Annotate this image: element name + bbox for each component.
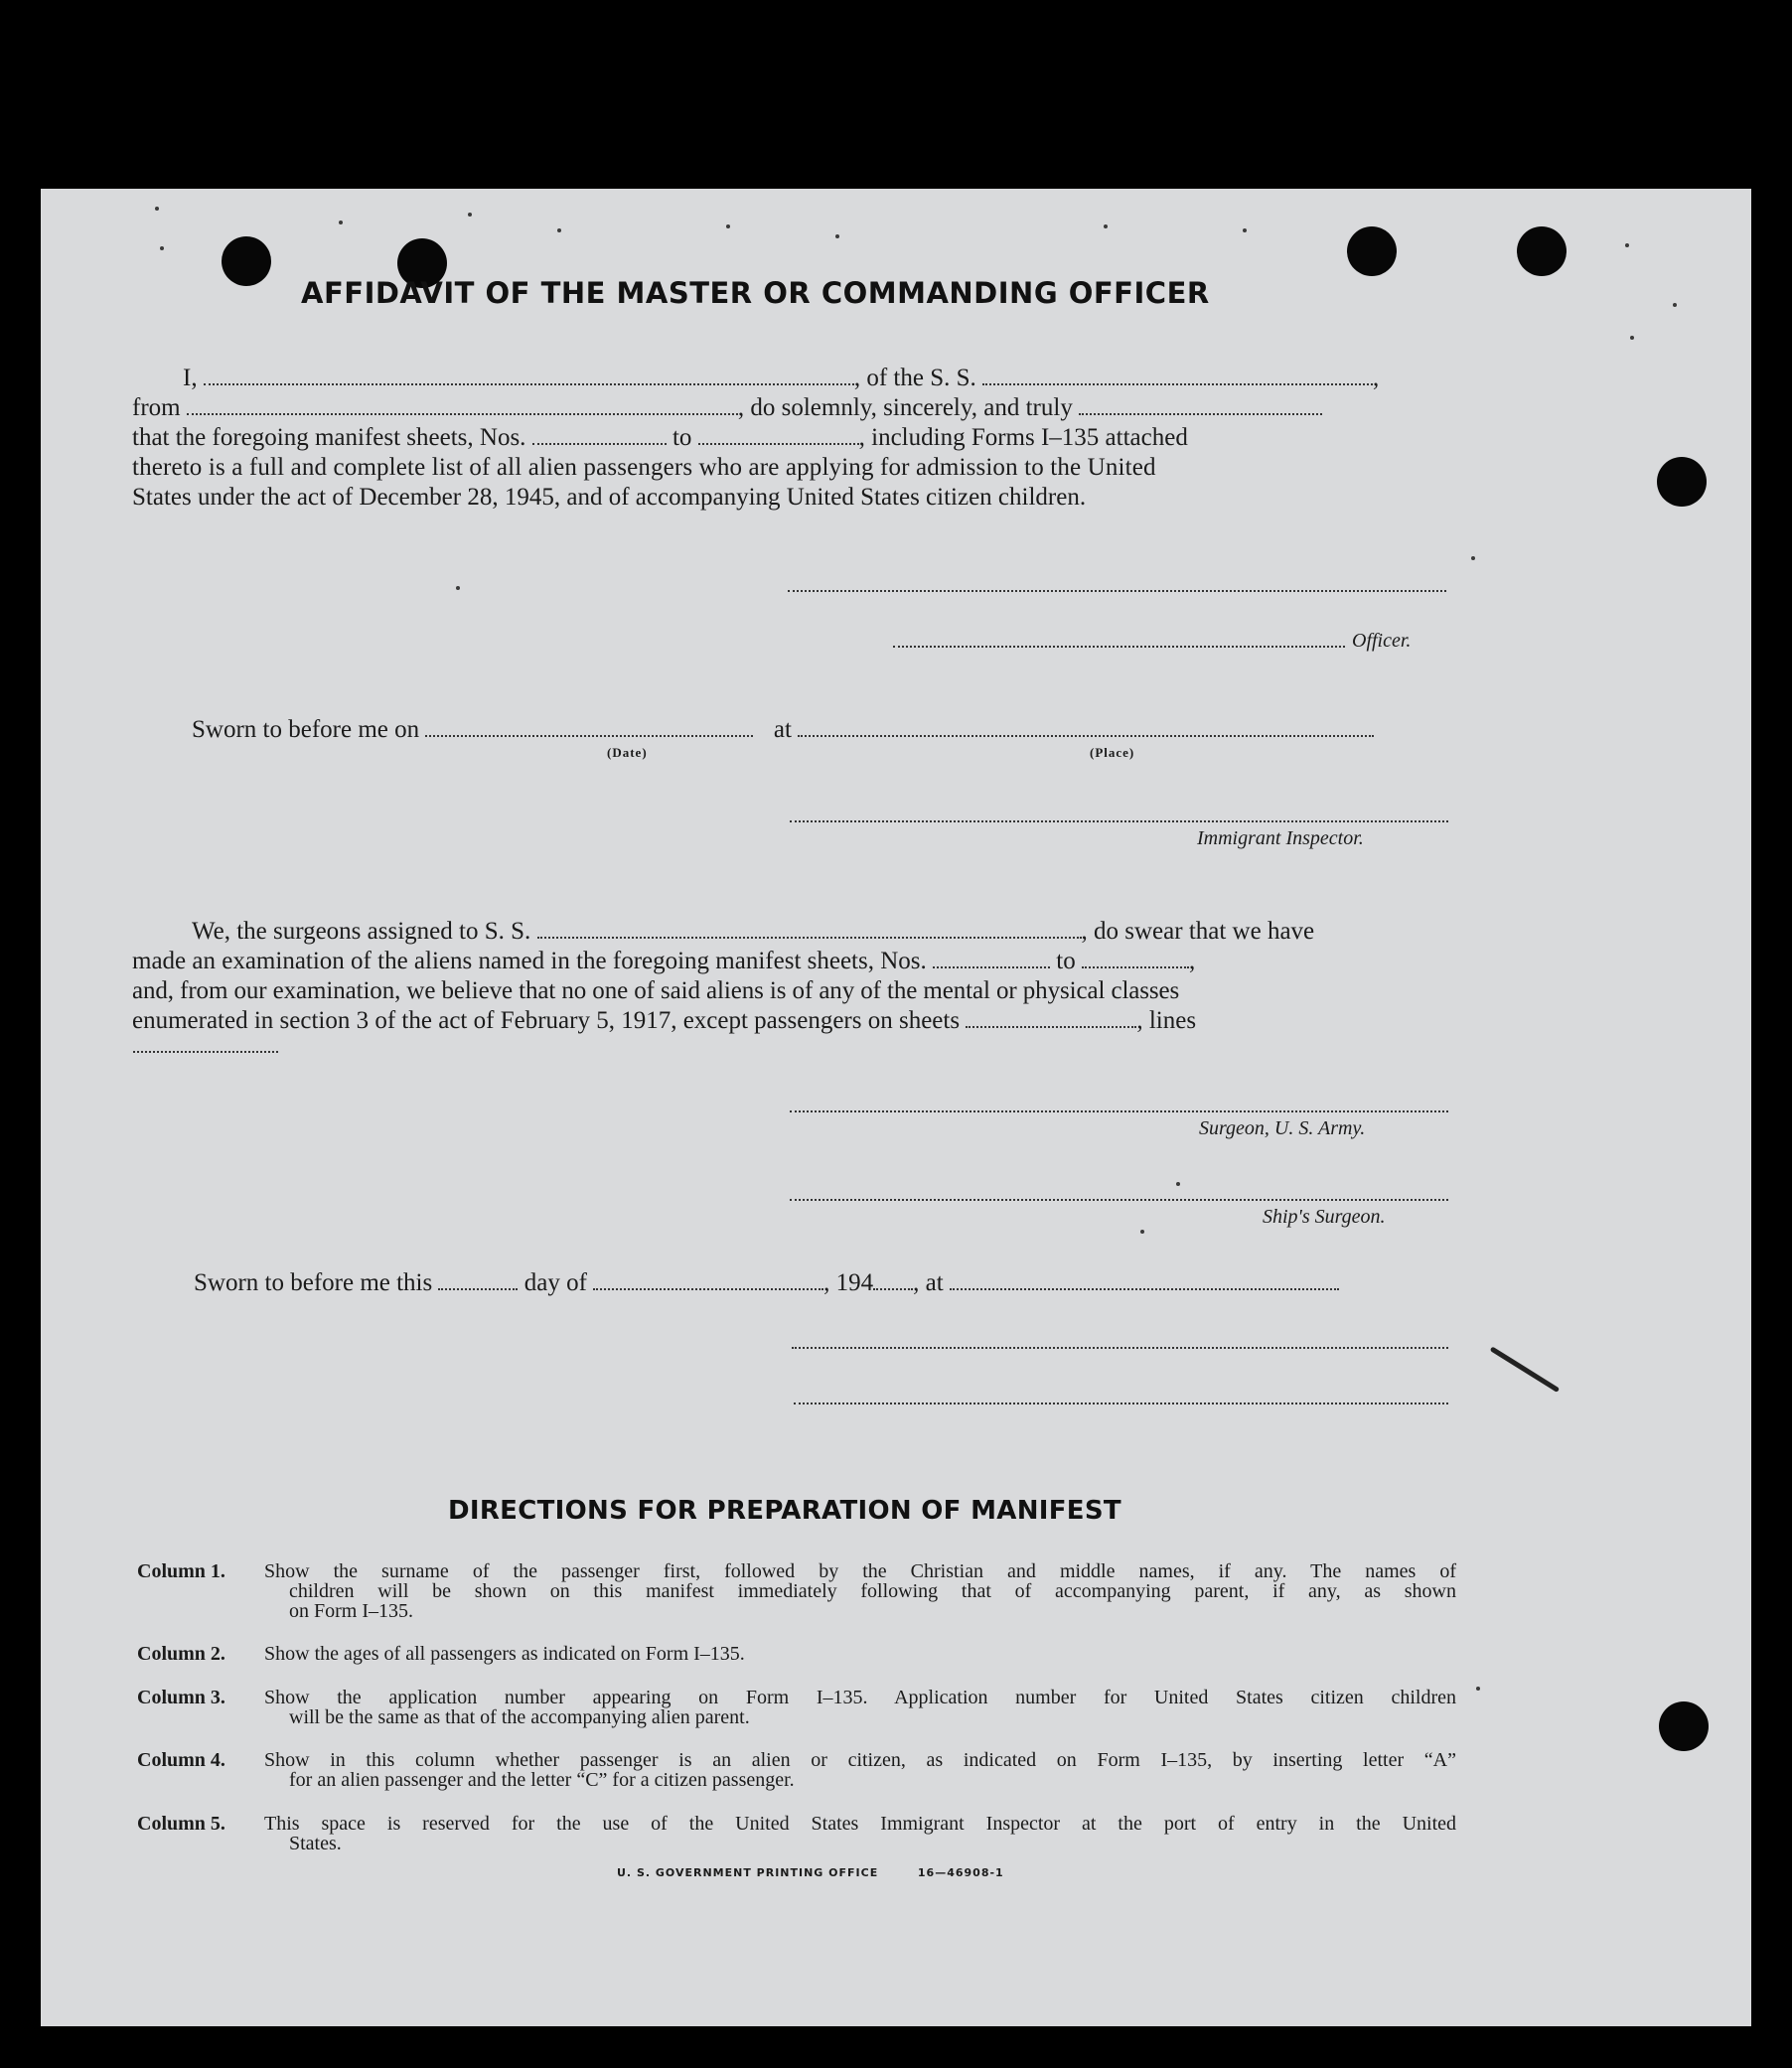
oath-field[interactable]	[1079, 395, 1322, 415]
printer-imprint	[617, 1866, 1004, 1879]
place-caption: (Place)	[1090, 745, 1135, 760]
text: to	[672, 424, 692, 451]
sworn-month-field[interactable]	[593, 1270, 823, 1290]
except-lines-field[interactable]	[133, 1051, 278, 1053]
punch-hole	[1517, 226, 1567, 276]
army-surgeon-caption: Surgeon, U. S. Army.	[1199, 1117, 1366, 1139]
affidavit-line-2	[132, 393, 1322, 423]
column-text: States.	[289, 1833, 342, 1854]
ship-name-field[interactable]	[982, 366, 1373, 385]
form-code: 16—46908-1	[917, 1866, 1004, 1879]
sworn-year-field[interactable]	[873, 1270, 913, 1290]
directions-title: DIRECTIONS FOR PREPARATION OF MANIFEST	[448, 1496, 1121, 1526]
officer-signature-line-1[interactable]	[788, 590, 1446, 592]
date-caption: (Date)	[607, 745, 648, 760]
text: We, the surgeons assigned to S. S.	[192, 918, 531, 945]
text: at	[773, 716, 792, 743]
affidavit-line-1	[183, 364, 1379, 393]
sworn-signature-line-2[interactable]	[794, 1403, 1448, 1404]
dust-speck	[1673, 303, 1677, 307]
sheets-from-field[interactable]	[532, 425, 667, 445]
text: day of	[523, 1269, 587, 1296]
sworn-day-field[interactable]	[438, 1270, 518, 1290]
surgeons-line-2	[132, 947, 1195, 976]
ship-surgeon-signature-line[interactable]	[790, 1199, 1448, 1201]
dust-speck	[468, 213, 472, 217]
surgeons-sheets-to-field[interactable]	[1082, 949, 1189, 968]
text: , do swear that we have	[1081, 918, 1315, 945]
dust-speck	[1476, 1687, 1480, 1691]
surgeons-line-3: and, from our examination, we believe that no one of said aliens is of any of the mental or physical classes	[132, 977, 1180, 1004]
affidavit-line-5: States under the act of December 28, 1945, and of accompanying United States citizen children.	[132, 484, 1087, 511]
affidavit-line-3	[132, 423, 1188, 453]
dust-speck	[456, 586, 460, 590]
column-text: Show the surname of the passenger first, followed by the Christian and middle names, if any. The names of	[264, 1560, 1456, 1582]
punch-hole	[222, 236, 271, 286]
sworn-date-field[interactable]	[425, 717, 753, 737]
sheets-to-field[interactable]	[698, 425, 859, 445]
text: Sworn to before me this	[194, 1269, 433, 1296]
printer-name: U. S. GOVERNMENT PRINTING OFFICE	[617, 1866, 879, 1879]
inspector-caption: Immigrant Inspector.	[1197, 827, 1364, 849]
army-surgeon-signature-line[interactable]	[790, 1110, 1448, 1112]
inspector-signature-line[interactable]	[790, 820, 1448, 822]
text: , 194	[823, 1269, 874, 1296]
text: , of the S. S.	[853, 365, 976, 391]
column-label: Column 4.	[137, 1749, 225, 1771]
dust-speck	[160, 246, 164, 250]
text: ,	[1373, 365, 1380, 391]
from-field[interactable]	[187, 395, 738, 415]
text: I,	[183, 365, 198, 391]
dust-speck	[339, 221, 343, 224]
column-text: This space is reserved for the use of the United States Immigrant Inspector at the port of entry in the United	[264, 1813, 1456, 1835]
text: , do solemnly, sincerely, and truly	[737, 394, 1073, 421]
except-sheets-field[interactable]	[966, 1008, 1136, 1028]
sworn-line-2	[194, 1268, 1339, 1298]
surgeons-line-1	[192, 917, 1314, 947]
text: Sworn to before me on	[192, 716, 420, 743]
affidavit-line-4: thereto is a full and complete list of all alien passengers who are applying for admission to the United	[132, 454, 1156, 481]
dust-speck	[726, 224, 730, 228]
dust-speck	[835, 234, 839, 238]
officer-caption: Officer.	[1352, 630, 1412, 652]
column-text: for an alien passenger and the letter “C” for a citizen passenger.	[289, 1769, 795, 1791]
master-name-field[interactable]	[204, 366, 854, 385]
text: enumerated in section 3 of the act of February 5, 1917, except passengers on sheets	[132, 1007, 961, 1034]
dust-speck	[1625, 243, 1629, 247]
dust-speck	[1243, 228, 1247, 232]
dust-speck	[155, 207, 159, 211]
sworn-place-field-2[interactable]	[950, 1270, 1339, 1290]
text: , at	[913, 1269, 944, 1296]
dust-speck	[557, 228, 561, 232]
text: to	[1056, 948, 1076, 974]
affidavit-title: AFFIDAVIT OF THE MASTER OR COMMANDING OFFICER	[301, 276, 1210, 310]
column-label: Column 3.	[137, 1687, 225, 1708]
dust-speck	[1176, 1182, 1180, 1186]
scratch-mark	[1490, 1346, 1560, 1393]
column-label: Column 2.	[137, 1643, 225, 1665]
surgeons-sheets-from-field[interactable]	[933, 949, 1050, 968]
ship-surgeon-caption: Ship's Surgeon.	[1263, 1206, 1386, 1228]
punch-hole	[1659, 1701, 1709, 1751]
column-text: on Form I–135.	[289, 1600, 413, 1622]
text: that the foregoing manifest sheets, Nos.	[132, 424, 526, 451]
sworn-signature-line-1[interactable]	[792, 1347, 1448, 1349]
column-text: Show the ages of all passengers as indicated on Form I–135.	[264, 1643, 745, 1665]
text: , including Forms I–135 attached	[858, 424, 1188, 451]
dust-speck	[1104, 224, 1108, 228]
surgeons-line-4	[132, 1006, 1196, 1036]
column-label: Column 1.	[137, 1560, 225, 1582]
column-text: children will be shown on this manifest immediately following that of accompanying parent, if any, as shown	[289, 1580, 1456, 1602]
punch-hole	[1347, 226, 1397, 276]
column-text: Show the application number appearing on Form I–135. Application number for United States citizen children	[264, 1687, 1456, 1708]
surgeons-ship-field[interactable]	[537, 919, 1082, 939]
officer-signature-line-2[interactable]	[893, 646, 1345, 648]
text: made an examination of the aliens named in the foregoing manifest sheets, Nos.	[132, 948, 927, 974]
text: ,	[1188, 948, 1196, 974]
text: from	[132, 394, 181, 421]
sworn-place-field[interactable]	[798, 717, 1374, 737]
text: , lines	[1136, 1007, 1197, 1034]
dust-speck	[1140, 1230, 1144, 1234]
sworn-line-1	[192, 715, 1374, 745]
column-label: Column 5.	[137, 1813, 225, 1835]
punch-hole	[1657, 457, 1707, 507]
dust-speck	[1471, 556, 1475, 560]
form-sheet	[41, 189, 1751, 2026]
column-text: will be the same as that of the accompanying alien parent.	[289, 1706, 750, 1728]
column-text: Show in this column whether passenger is an alien or citizen, as indicated on Form I–135, by inserting letter “A”	[264, 1749, 1456, 1771]
dust-speck	[1630, 336, 1634, 340]
